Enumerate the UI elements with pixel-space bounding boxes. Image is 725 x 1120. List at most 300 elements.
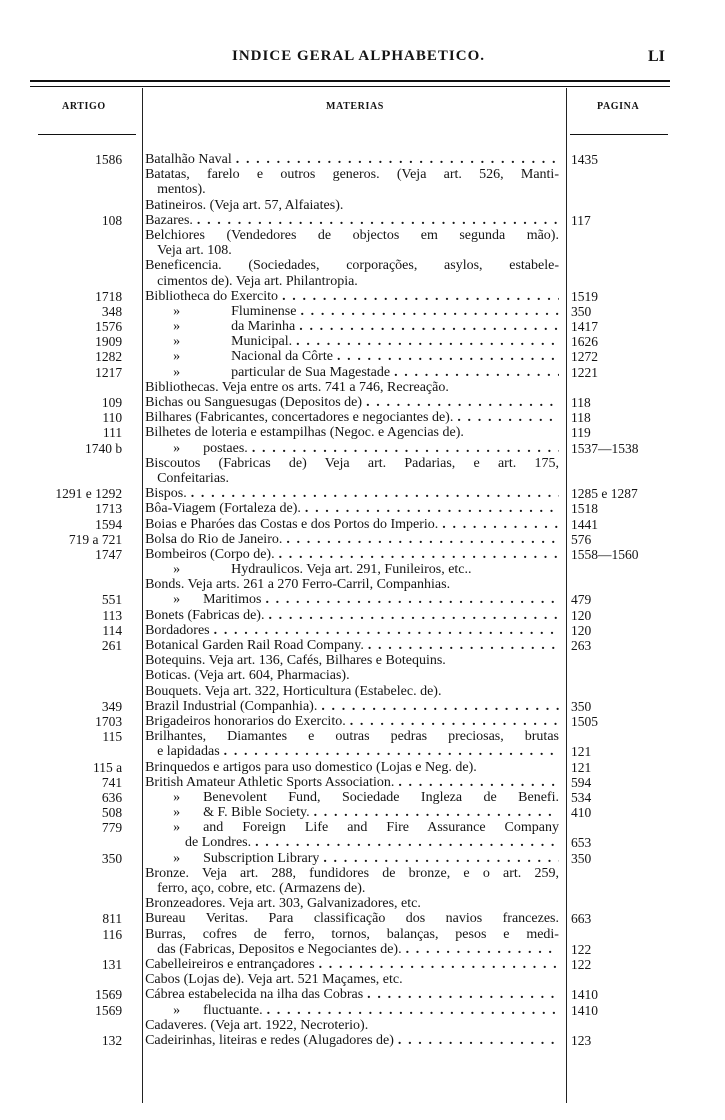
index-entry-row (30, 547, 670, 562)
artigo-number (30, 881, 122, 896)
ditto-mark: » (173, 820, 181, 836)
materia-cell (145, 152, 559, 167)
index-entry-row (30, 729, 670, 744)
dot-leader (438, 517, 559, 532)
materia-cell (145, 942, 559, 957)
artigo-number: 349 (101, 698, 123, 714)
materia-cell (145, 1003, 559, 1018)
materia-cell (145, 805, 559, 820)
artigo-number: 1718 (95, 288, 123, 304)
pagina-number (571, 274, 670, 289)
pagina-number: 534 (570, 789, 592, 805)
artigo-number (30, 274, 122, 289)
dot-leader (333, 349, 559, 364)
index-entry-row (30, 805, 670, 820)
artigo-number: 348 (101, 303, 123, 319)
materia-text: e lapidadas (157, 744, 220, 760)
dot-leader (394, 775, 559, 790)
materia-cell (145, 365, 559, 380)
materia-cell (145, 623, 559, 638)
index-entry-row (30, 501, 670, 516)
materia-cell (145, 851, 559, 866)
materia-text: de Londres. (185, 835, 252, 851)
materia-text: Hydraulicos. Veja art. 291, Funileiros, etc.. (231, 562, 472, 578)
artigo-number: 132 (101, 1032, 123, 1048)
dot-leader (310, 805, 559, 820)
pagina-number: 1435 (570, 152, 598, 167)
pagina-number: 1558—1560 (570, 546, 639, 562)
index-entry-row (30, 532, 670, 547)
materia-cell (145, 957, 559, 972)
index-entry-row (30, 243, 670, 258)
artigo-number: 115 a (92, 759, 123, 775)
index-entry-row (30, 304, 670, 319)
index-entry-row (30, 699, 670, 714)
artigo-number: 111 (102, 425, 123, 441)
materia-cell (145, 714, 559, 729)
ditto-mark: » (173, 562, 181, 578)
index-entry-row (30, 577, 670, 592)
index-entry-row (30, 623, 670, 638)
index-entry-row (30, 258, 670, 273)
ditto-mark: » (173, 440, 181, 456)
materia-cell (145, 653, 559, 668)
materia-text: and Foreign Life and Fire Assurance Company (203, 820, 559, 836)
index-entry-row (30, 592, 670, 607)
pagina-number: 1519 (570, 288, 598, 304)
materia-text: Cabelleireiros e entrançadores (145, 956, 315, 972)
materia-text: & F. Bible Society. (203, 805, 310, 821)
materia-cell (145, 1018, 559, 1033)
pagina-number: 410 (570, 805, 592, 821)
dot-leader (282, 532, 559, 547)
artigo-number: 114 (102, 622, 123, 638)
dot-leader (251, 835, 559, 850)
index-entry-row (30, 987, 670, 1002)
ditto-mark: » (173, 1002, 181, 1018)
materia-text: Bibliotheca do Exercito (145, 288, 279, 304)
materia-text: Bibliothecas. Veja entre os arts. 741 a 746, Recreação. (145, 379, 449, 395)
index-entry-row (30, 1018, 670, 1033)
materia-cell (145, 562, 559, 577)
artigo-number: 1217 (95, 364, 123, 380)
artigo-number (30, 942, 122, 957)
materia-cell (145, 987, 559, 1002)
artigo-number: 1291 e 1292 (55, 486, 123, 502)
artigo-number (30, 456, 122, 471)
materia-text: Bureau Veritas. Para classificação dos navios francezes. (145, 911, 559, 927)
ditto-mark: » (173, 303, 181, 319)
artigo-number: 116 (102, 926, 123, 942)
artigo-number (30, 684, 122, 699)
index-entry-row (30, 1033, 670, 1048)
materia-cell (145, 790, 559, 805)
artigo-number: 1594 (95, 516, 123, 532)
materia-text: Maritimos (203, 592, 262, 608)
materia-text: Cabos (Lojas de). Veja art. 521 Maçames, etc. (145, 972, 403, 988)
artigo-number: 109 (101, 395, 123, 410)
materia-cell (145, 911, 559, 926)
dot-leader (319, 851, 559, 866)
artigo-number: 1713 (95, 501, 123, 517)
pagina-number: 576 (570, 531, 592, 547)
index-entry-row (30, 395, 670, 410)
dot-leader (346, 714, 559, 729)
artigo-number (30, 380, 122, 395)
artigo-number: 1586 (95, 152, 123, 167)
materia-cell (145, 213, 559, 228)
pagina-number: 1417 (570, 319, 598, 335)
index-entry-row (30, 274, 670, 289)
index-entry-row (30, 714, 670, 729)
materia-cell (145, 1033, 559, 1048)
artigo-number (30, 471, 122, 486)
artigo-number: 636 (101, 789, 123, 805)
pagina-number (571, 972, 670, 987)
index-entry-row (30, 1003, 670, 1018)
pagina-number: 1505 (570, 713, 598, 729)
index-entry-row (30, 881, 670, 896)
materia-cell (145, 380, 559, 395)
index-entry-row (30, 486, 670, 501)
materia-cell (145, 517, 559, 532)
pagina-number (571, 866, 670, 881)
materia-text: Fluminense (231, 303, 297, 319)
artigo-number: 350 (101, 850, 123, 866)
pagina-number (571, 881, 670, 896)
materia-cell (145, 896, 559, 911)
materia-text: Brazil Industrial (Companhia). (145, 698, 318, 714)
dot-leader (315, 957, 559, 972)
index-entry-row (30, 684, 670, 699)
dot-leader (193, 213, 559, 228)
materia-text: Batineiros. (Veja art. 57, Alfaiates). (145, 197, 344, 213)
artigo-number (30, 744, 122, 759)
pagina-number: 1410 (570, 1002, 598, 1018)
index-entry-row (30, 213, 670, 228)
pagina-number (571, 729, 670, 744)
materia-cell (145, 927, 559, 942)
index-entry-row (30, 182, 670, 197)
artigo-number: 1747 (95, 546, 123, 562)
dot-leader (390, 365, 559, 380)
materia-text: Cábrea estabelecida na ilha das Cobras (145, 987, 364, 1003)
index-entry-row (30, 562, 670, 577)
materia-text: Nacional da Côrte (231, 349, 333, 365)
pagina-number: 1410 (570, 987, 598, 1003)
index-entry-row (30, 911, 670, 926)
materia-text: Bronze. Veja art. 288, fundidores de bronze, e o art. 259, (145, 865, 559, 881)
artigo-number: 1740 b (84, 440, 123, 456)
artigo-number (30, 896, 122, 911)
artigo-number (30, 198, 122, 213)
materia-text: Bonds. Veja arts. 261 a 270 Ferro-Carril, Companhias. (145, 577, 451, 593)
materia-cell (145, 729, 559, 744)
artigo-number (30, 228, 122, 243)
pagina-number (571, 577, 670, 592)
pagina-number (571, 243, 670, 258)
index-entry-row (30, 380, 670, 395)
artigo-number: 1282 (95, 349, 123, 365)
artigo-number (30, 577, 122, 592)
materia-text: mentos). (157, 182, 206, 198)
index-entry-row (30, 319, 670, 334)
dot-leader (362, 395, 559, 410)
materia-cell (145, 608, 559, 623)
pagina-number (571, 258, 670, 273)
materia-text: Bilhares (Fabricantes, concertadores e negociantes de). (145, 410, 454, 426)
index-entry-row (30, 198, 670, 213)
pagina-number (571, 927, 670, 942)
dot-leader (317, 699, 559, 714)
artigo-number: 113 (102, 607, 123, 623)
materia-text: Bôa-Viagem (Fortaleza de). (145, 501, 301, 517)
materia-cell (145, 274, 559, 289)
pagina-number: 1626 (570, 334, 598, 350)
artigo-number (30, 258, 122, 273)
pagina-number (571, 167, 670, 182)
materia-cell (145, 319, 559, 334)
dot-leader (453, 410, 559, 425)
materia-cell (145, 592, 559, 607)
materia-cell (145, 289, 559, 304)
materia-cell (145, 334, 559, 349)
artigo-number: 1703 (95, 713, 123, 729)
materia-text: Batalhão Naval (145, 152, 232, 167)
materia-cell (145, 820, 559, 835)
pagina-number (571, 182, 670, 197)
artigo-number: 131 (101, 956, 123, 972)
dot-leader (248, 441, 559, 456)
artigo-number: 741 (101, 774, 123, 790)
pagina-number: 120 (570, 607, 592, 623)
materia-cell (145, 638, 559, 653)
pagina-number (571, 198, 670, 213)
artigo-number (30, 835, 122, 850)
dot-leader (363, 987, 559, 1002)
materia-text: Bichas ou Sanguesugas (Depositos de) (145, 395, 363, 410)
materia-cell (145, 486, 559, 501)
index-entry-row (30, 957, 670, 972)
pagina-number: 118 (570, 410, 591, 426)
materia-cell (145, 258, 559, 273)
materia-text: ferro, aço, cobre, etc. (Armazens de). (157, 881, 366, 896)
artigo-number: 811 (102, 911, 123, 927)
dot-leader (292, 334, 559, 349)
dot-leader (275, 547, 559, 562)
artigo-header-rule (38, 134, 136, 135)
index-entry-row (30, 896, 670, 911)
materia-cell (145, 441, 559, 456)
materia-text: Bouquets. Veja art. 322, Horticultura (Estabelec. de). (145, 683, 442, 699)
materia-cell (145, 228, 559, 243)
materia-cell (145, 167, 559, 182)
index-table (30, 152, 670, 1048)
materia-cell (145, 410, 559, 425)
pagina-number: 1441 (570, 516, 598, 532)
materia-text: Bordadores (145, 622, 210, 638)
artigo-number (30, 1018, 122, 1033)
materia-cell (145, 304, 559, 319)
index-entry-row (30, 152, 670, 167)
materia-text: Bolsa do Rio de Janeiro. (145, 531, 283, 547)
pagina-number (571, 896, 670, 911)
ditto-mark: » (173, 319, 181, 335)
pagina-number (571, 684, 670, 699)
materia-text: Batatas, farelo e outros generos. (Veja art. 526, Manti- (145, 167, 559, 183)
index-entry-row (30, 942, 670, 957)
materia-cell (145, 775, 559, 790)
ditto-mark: » (173, 592, 181, 608)
index-entry-row (30, 608, 670, 623)
materia-text: da Marinha (231, 319, 296, 335)
pagina-number: 118 (570, 395, 591, 410)
materia-text: Burras, cofres de ferro, tornos, balanças, pesos e medi- (145, 926, 559, 942)
pagina-number (571, 1018, 670, 1033)
materia-cell (145, 684, 559, 699)
materia-cell (145, 471, 559, 486)
materia-text: Brigadeiros honorarios do Exercito. (145, 713, 346, 729)
materia-text: Bilhetes de loteria e estampilhas (Negoc. e Agencias de). (145, 425, 464, 441)
pagina-number: 120 (570, 622, 592, 638)
materia-cell (145, 866, 559, 881)
running-title (0, 48, 725, 65)
materia-cell (145, 668, 559, 683)
index-entry-row (30, 653, 670, 668)
dot-leader (220, 744, 559, 759)
column-header-artigo: ARTIGO (62, 101, 106, 112)
materia-text: Cadeirinhas, liteiras e redes (Alugadores de) (145, 1032, 394, 1048)
materia-cell (145, 760, 559, 775)
index-entry-row (30, 866, 670, 881)
materia-text: postaes. (203, 440, 248, 456)
materia-cell (145, 699, 559, 714)
ditto-mark: » (173, 364, 181, 380)
materia-cell (145, 198, 559, 213)
artigo-number (30, 562, 122, 577)
materia-cell (145, 881, 559, 896)
materia-cell (145, 456, 559, 471)
dot-leader (402, 942, 559, 957)
materia-text: Confeitarias. (157, 470, 229, 486)
pagina-number: 263 (570, 638, 592, 653)
artigo-number: 1569 (95, 987, 123, 1003)
artigo-number: 108 (101, 212, 123, 228)
artigo-number: 779 (101, 820, 123, 836)
artigo-number (30, 182, 122, 197)
pagina-number: 1272 (570, 349, 598, 365)
pagina-number: 119 (570, 425, 591, 441)
ditto-mark: » (173, 805, 181, 821)
index-entry-row (30, 167, 670, 182)
materia-cell (145, 243, 559, 258)
materia-cell (145, 835, 559, 850)
header-rule-thick (30, 80, 670, 82)
index-entry-row (30, 441, 670, 456)
dot-leader (364, 638, 559, 653)
materia-text: cimentos de). Veja art. Philantropia. (157, 273, 358, 289)
materia-text: Bazares. (145, 212, 193, 228)
index-entry-row (30, 760, 670, 775)
column-header-materias: MATERIAS (326, 101, 384, 112)
index-entry-row (30, 410, 670, 425)
index-entry-row (30, 851, 670, 866)
pagina-number: 1221 (570, 364, 598, 380)
dot-leader (295, 319, 559, 334)
materia-text: Boticas. (Veja art. 604, Pharmacias). (145, 668, 350, 684)
index-entry-row (30, 365, 670, 380)
dot-leader (296, 304, 559, 319)
index-entry-row (30, 668, 670, 683)
index-entry-row (30, 471, 670, 486)
artigo-number (30, 866, 122, 881)
materia-cell (145, 425, 559, 440)
artigo-number: 551 (101, 592, 123, 608)
materia-text: Brilhantes, Diamantes e outras pedras preciosas, brutas (145, 729, 559, 745)
index-entry-row (30, 927, 670, 942)
artigo-number: 261 (101, 638, 123, 653)
index-entry-row (30, 228, 670, 243)
index-entry-row (30, 775, 670, 790)
materia-cell (145, 577, 559, 592)
index-entry-row (30, 744, 670, 759)
materia-text: Biscoutos (Fabricas de) Veja art. Padarias, e art. 175, (145, 455, 559, 471)
artigo-number: 1569 (95, 1002, 123, 1018)
ditto-mark: » (173, 850, 181, 866)
materia-text: Bonets (Fabricas de). (145, 607, 265, 623)
dot-leader (187, 486, 559, 501)
materia-cell (145, 349, 559, 364)
artigo-number: 110 (102, 410, 123, 426)
materia-text: British Amateur Athletic Sports Association. (145, 774, 395, 790)
index-entry-row (30, 334, 670, 349)
page-title: INDICE GERAL ALPHABETICO. (232, 48, 485, 64)
pagina-number: 1537—1538 (570, 440, 639, 456)
artigo-number (30, 972, 122, 987)
pagina-number (571, 380, 670, 395)
artigo-number (30, 653, 122, 668)
index-entry-row (30, 425, 670, 440)
dot-leader (264, 608, 559, 623)
pagina-number (571, 456, 670, 471)
materia-text: Brinquedos e artigos para uso domestico (Lojas e Neg. de). (145, 759, 477, 775)
materia-text: Bronzeadores. Veja art. 303, Galvanizadores, etc. (145, 896, 421, 912)
pagina-number: 350 (570, 303, 592, 319)
pagina-number: 479 (570, 592, 592, 608)
artigo-number: 1909 (95, 334, 123, 350)
artigo-number: 508 (101, 805, 123, 821)
dot-leader (232, 152, 559, 167)
materia-cell (145, 547, 559, 562)
pagina-number: 350 (570, 850, 592, 866)
index-entry-row (30, 835, 670, 850)
materia-text: Veja art. 108. (157, 243, 232, 259)
artigo-number: 719 a 721 (68, 531, 123, 547)
artigo-number (30, 243, 122, 258)
materia-text: Botequins. Veja art. 136, Cafés, Bilhares e Botequins. (145, 653, 446, 669)
materia-cell (145, 532, 559, 547)
index-entry-row (30, 638, 670, 653)
ditto-mark: » (173, 349, 181, 365)
pagina-number: 121 (570, 759, 592, 775)
materia-text: Bispos. (145, 486, 187, 502)
pagina-number: 122 (570, 956, 592, 972)
column-header-pagina: PAGINA (597, 101, 640, 112)
pagina-number (571, 562, 670, 577)
pagina-number: 123 (570, 1032, 592, 1048)
materia-text: Botanical Garden Rail Road Company. (145, 638, 364, 653)
artigo-number (30, 668, 122, 683)
